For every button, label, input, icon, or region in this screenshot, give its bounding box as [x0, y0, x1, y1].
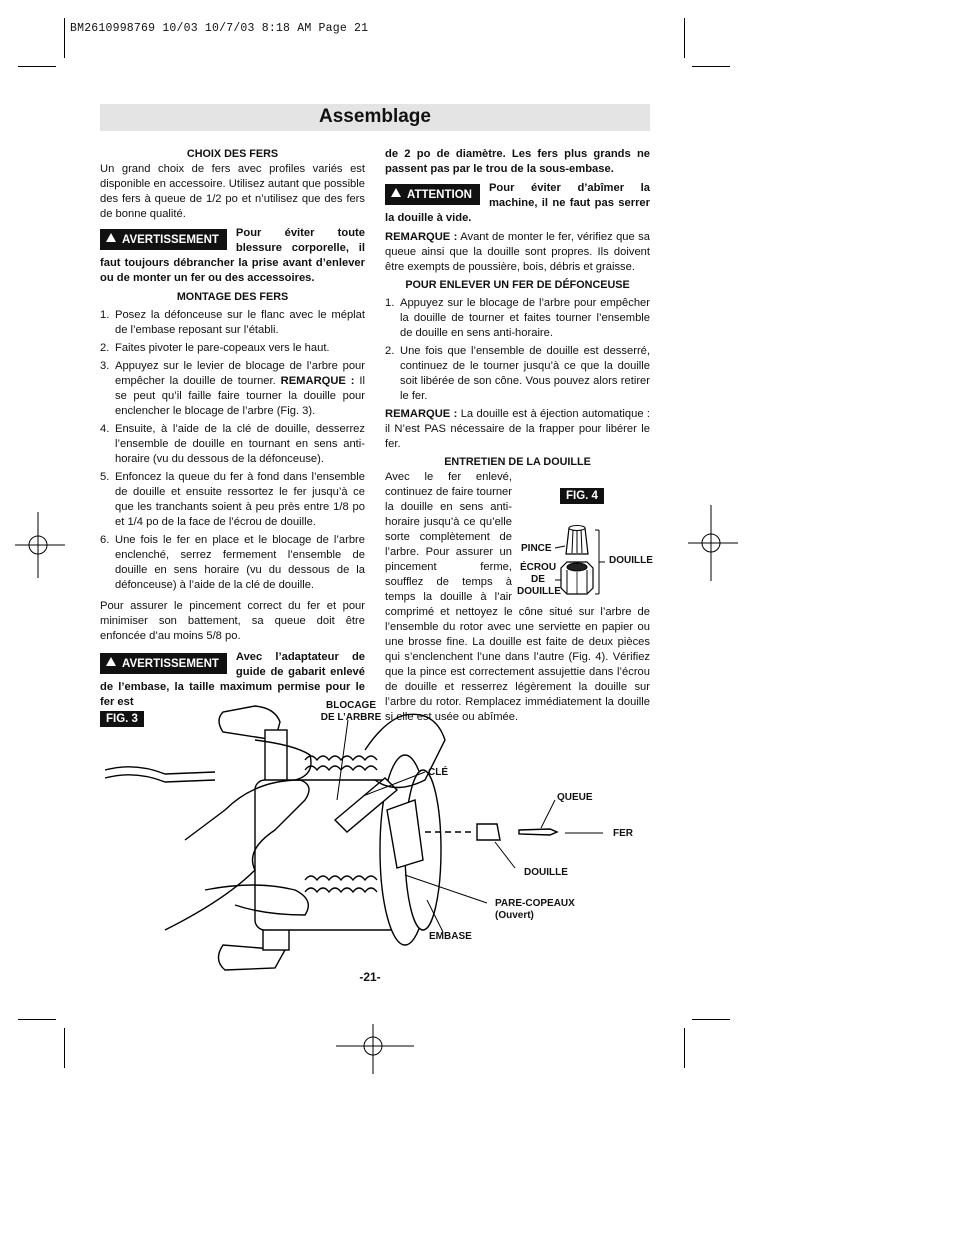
print-slug: BM2610998769 10/03 10/7/03 8:18 AM Page 21 — [70, 22, 369, 35]
paragraph-choix: Un grand choix de fers avec profiles variés est disponible en accessoire. Utilisez autant que possible des fers à queue de 1/2 po et n’utilisez que des fers de bonne qualité. — [100, 163, 365, 220]
fig3-cle-label: CLÉ — [428, 767, 448, 778]
registration-mark-left — [15, 512, 65, 578]
list-item: 5. Enfoncez la queue du fer à fond dans l’ensemble de douille et ensuite ressortez le fer jusqu’à ce que les tranchants soient à peu près entre 1/8 po et 1/4 po de la face de l’écrou de douille. — [100, 471, 365, 528]
warning-triangle-icon — [106, 233, 116, 242]
crop-mark — [692, 1019, 730, 1020]
fig3-queue-label: QUEUE — [557, 792, 593, 803]
warning-triangle-icon — [391, 188, 401, 197]
crop-mark — [18, 66, 56, 67]
crop-mark — [64, 18, 65, 58]
heading-enlever: POUR ENLEVER UN FER DE DÉFONCEUSE — [405, 279, 630, 291]
left-column — [100, 147, 365, 710]
remarque-2: REMARQUE : La douille est à éjection automatique : il N’est PAS nécessaire de la frapper pour libérer le fer. — [385, 408, 650, 450]
list-item: 4. Ensuite, à l’aide de la clé de douille, desserrez l’ensemble de douille en tournant en sens anti-horaire (vu du dessous de la défonceuse). — [100, 423, 365, 465]
heading-entretien: ENTRETIEN DE LA DOUILLE — [444, 456, 591, 468]
warning-text-2-cont: de 2 po de diamètre. Les fers plus grands ne passent pas par le trou de la sous-embase. — [385, 148, 650, 175]
list-item: 6. Une fois le fer en place et le blocage de l’arbre enclenché, serrez fermement l’ensemble de douille en sens horaire (vu du dessous de la défonceuse) à l’aide de la clé de douille. — [100, 534, 365, 591]
crop-mark — [18, 1019, 56, 1020]
warning-block-1 — [100, 226, 365, 286]
list-item: 1. Posez la défonceuse sur le flanc avec le méplat de l’embase reposant sur l’établi. — [100, 309, 365, 336]
warning-badge: AVERTISSEMENT — [100, 229, 227, 250]
crop-mark — [692, 66, 730, 67]
fig4-pince-label: PINCE — [521, 543, 552, 554]
fig3-label: FIG. 3 — [100, 711, 144, 727]
fig4-label: FIG. 4 — [560, 488, 604, 504]
list-item: 1. Appuyez sur le blocage de l’arbre pour empêcher la douille de tourner et faites tourner l’ensemble de douille en sens anti-horaire. — [385, 297, 650, 339]
right-column — [385, 147, 650, 725]
list-item: 3. Appuyez sur le levier de blocage de l’arbre pour empêcher la douille de tourner. REMARQUE : Il se peut qu’il faille faire tourner la douille pour enclencher le blocage de l’arbre (Fig. 3). — [100, 360, 365, 417]
attention-block — [385, 181, 650, 226]
heading-montage: MONTAGE DES FERS — [176, 291, 289, 303]
warning-text-1: Pour éviter toute blessure corporelle, il faut toujours débrancher la prise avant d’enlever ou de monter un fer ou des accessoires. — [100, 227, 365, 284]
crop-mark — [684, 1028, 685, 1068]
attention-text: Pour éviter d’abîmer la machine, il ne faut pas serrer la douille à vide. — [385, 182, 650, 224]
crop-mark — [684, 18, 685, 58]
list-item: 2. Une fois que l’ensemble de douille est desserré, continuez de le tourner jusqu’à ce que la douille soit libérée de son cône. Vous pouvez alors retirer le fer. — [385, 345, 650, 402]
fig3-router-illustration — [105, 700, 645, 975]
fig4-ecrou-label: ÉCROU DE DOUILLE — [517, 562, 561, 597]
fig4-douille-label: DOUILLE — [609, 555, 653, 566]
page-number: -21- — [359, 970, 381, 984]
warning-badge: AVERTISSEMENT — [100, 653, 227, 674]
fig3-embase-label: EMBASE — [429, 931, 472, 942]
section-banner — [100, 104, 650, 131]
warning-text-2: Avec l’adaptateur de guide de gabarit enlevé de l’embase, la taille maximum permise pour le fer est — [100, 651, 365, 708]
fig3-blocage-label: BLOCAGE DE L’ARBRE — [320, 700, 382, 723]
fig3-pare-label: PARE-COPEAUX (Ouvert) — [495, 898, 575, 921]
fig3-fer-label: FER — [613, 828, 633, 839]
crop-mark — [64, 1028, 65, 1068]
remarque-1: REMARQUE : Avant de monter le fer, vérifiez que sa queue ainsi que la douille sont propres. Ils doivent être exempts de poussière, bois, débris et graisse. — [385, 231, 650, 273]
registration-mark-right — [688, 505, 738, 581]
paragraph-entretien: Avec le fer enlevé, continuez de faire tourner la douille en sens anti-horaire jusqu’à ce qu’elle sorte complètement de l’arbre. Pour assurer un pincement ferme, soufflez de temps à temps la douille à l’air comprimé et nettoyez le cône situé sur l’arbre de l’ensemble du rotor avec une serviette en papier ou une brosse fine. La douille est faite de deux pièces qui s’enclenchent l’une dans l’autre (Fig. 4). Vérifiez que la pince est correctement assujettie dans l’écrou de douille et resserrez légèrement la douille sur l’arbre du rotor. Remplacez immédiatement la douille si elle est usée ou abîmée. — [385, 471, 651, 723]
heading-choix: CHOIX DES FERS — [186, 148, 279, 160]
page-title: Assemblage — [319, 106, 431, 127]
paragraph-pincement: Pour assurer le pincement correct du fer et pour minimiser son battement, sa queue doit être enfoncée d’au moins 5/8 po. — [100, 600, 365, 642]
attention-badge: ATTENTION — [385, 184, 480, 205]
registration-mark-bottom — [336, 1024, 414, 1074]
warning-triangle-icon — [106, 657, 116, 666]
fig3-douille-label: DOUILLE — [524, 867, 568, 878]
fig4-collet-illustration — [555, 522, 605, 604]
list-item: 2. Faites pivoter le pare-copeaux vers le haut. — [100, 342, 330, 354]
